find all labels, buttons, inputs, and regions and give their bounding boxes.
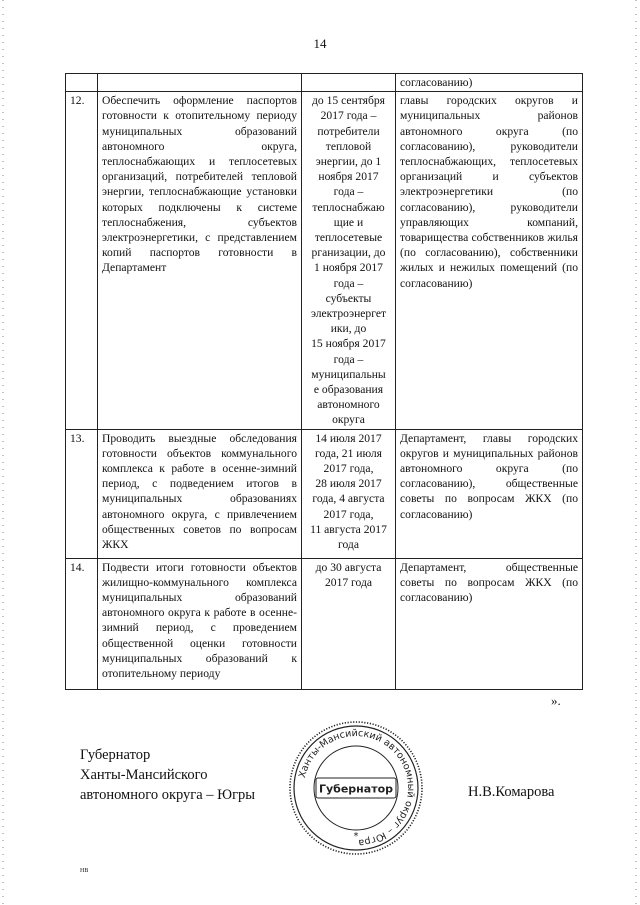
term-line: года – (333, 276, 364, 290)
term-line: года, 21 июля (315, 446, 382, 460)
cell-term (302, 558, 396, 689)
term-line: 15 ноября 2017 (311, 337, 386, 351)
term-line: 2017 года, (323, 507, 374, 521)
term-line: теплоснабжаю (312, 200, 385, 214)
scan-edge-right (635, 0, 637, 905)
signer-position-line: Ханты-Мансийского (80, 767, 208, 783)
signer-position-line: автономного округа – Югры (80, 787, 256, 803)
term-line: тепловой (325, 139, 372, 153)
term-line: щие и (333, 215, 364, 229)
term-line: 2017 года – (320, 109, 377, 123)
term-line: года (338, 538, 359, 552)
term-line: до 15 сентября (312, 94, 385, 108)
cell-num: 13. (66, 429, 98, 558)
term-line: до 30 августа (315, 560, 382, 574)
cell-responsible: Департамент, общественные советы по вопросам ЖКХ (по согласованию) (396, 558, 583, 689)
closing-quote-mark: ». (551, 693, 561, 708)
table-row (66, 92, 583, 429)
term-line: ики, до (330, 322, 367, 336)
table-row (66, 558, 583, 689)
cell-term-continuation (302, 74, 396, 92)
term-line: муниципальны (311, 367, 386, 381)
cell-num: 14. (66, 558, 98, 689)
page-number: 14 (313, 36, 327, 51)
footer-code: HB (80, 868, 89, 874)
signer-position-line: Губернатор (80, 747, 151, 763)
table-row (66, 429, 583, 558)
term-line: 2017 года, (323, 462, 374, 476)
term-line: 1 ноября 2017 (314, 261, 383, 275)
cell-num: 12. (66, 92, 98, 429)
term-line: е образования (313, 383, 384, 397)
term-line: энергии, до 1 (315, 155, 382, 169)
cell-num-continuation (66, 74, 98, 92)
cell-task: Обеспечить оформление паспортов готовности к отопительному периоду муниципальных образований автономного округа, теплоснабжающих и теплосетевых организаций, потребителей тепловой энергии, теплоснабжающие установки которых подключены к системе теплоснабжения, субъектов электроэнергетики, с представлением копий паспортов готовности в Департамент (98, 92, 302, 429)
signer-position (80, 745, 255, 805)
term-line: электроэнергет (310, 307, 387, 321)
cell-responsible-continuation: согласованию) (396, 74, 583, 92)
term-line: года – (333, 352, 364, 366)
cell-responsible: Департамент, главы городских округов и муниципальных районов автономного округа (по согласованию), общественные советы по вопросам ЖКХ (по согласованию) (396, 429, 583, 558)
scan-edge-left (2, 0, 4, 905)
cell-task: Подвести итоги готовности объектов жилищно-коммунального комплекса муниципальных образований автономного округа к работе в осенне-зимний период, с проведением общественной оценки готовности муниципальных образований к отопительному периоду (98, 558, 302, 689)
cell-task: Проводить выездные обследования готовности объектов коммунального комплекса к работе в осенне-зимний период, с подведением итогов в муниципальных образованиях автономного округа, с привлечением общественных советов по вопросам ЖКХ (98, 429, 302, 558)
term-line: субъекты (325, 291, 372, 305)
term-line: 11 августа 2017 (310, 522, 387, 536)
term-line: автономного (317, 398, 380, 412)
term-line: ноября 2017 (318, 170, 379, 184)
seal-star: * (353, 831, 359, 842)
term-line: 2017 года (324, 575, 373, 589)
seal-ring-text: Ханты-Мансийский автономный округ – Югра (297, 727, 417, 849)
term-line: 14 июля 2017 (315, 431, 382, 445)
seal-center-text: Губернатор (318, 782, 394, 796)
cell-term (302, 92, 396, 429)
cell-task-continuation (98, 74, 302, 92)
term-line: года – (333, 185, 364, 199)
term-line: рганизации, до (311, 246, 386, 260)
term-line: потребители (317, 124, 380, 138)
term-line: года, 4 августа (312, 492, 385, 506)
table-row-continuation (66, 74, 583, 92)
signer-name: Н.В.Комарова (468, 784, 555, 800)
cell-term (302, 429, 396, 558)
cell-responsible: главы городских округов и муниципальных районов автономного округа (по согласованию), руководители теплоснабжающих, теплосетевых организаций и субъектов электроэнергетики (по согласованию), руководители управляющих компаний, товарищества собственников жилья (по согласованию), собственники жилых и нежилых помещений (по согласованию) (396, 92, 583, 429)
term-line: округа (332, 413, 365, 427)
term-line: теплосетевые (314, 231, 383, 245)
measures-table (65, 73, 583, 690)
term-line: 28 июля 2017 (315, 477, 382, 491)
official-seal (286, 718, 426, 858)
